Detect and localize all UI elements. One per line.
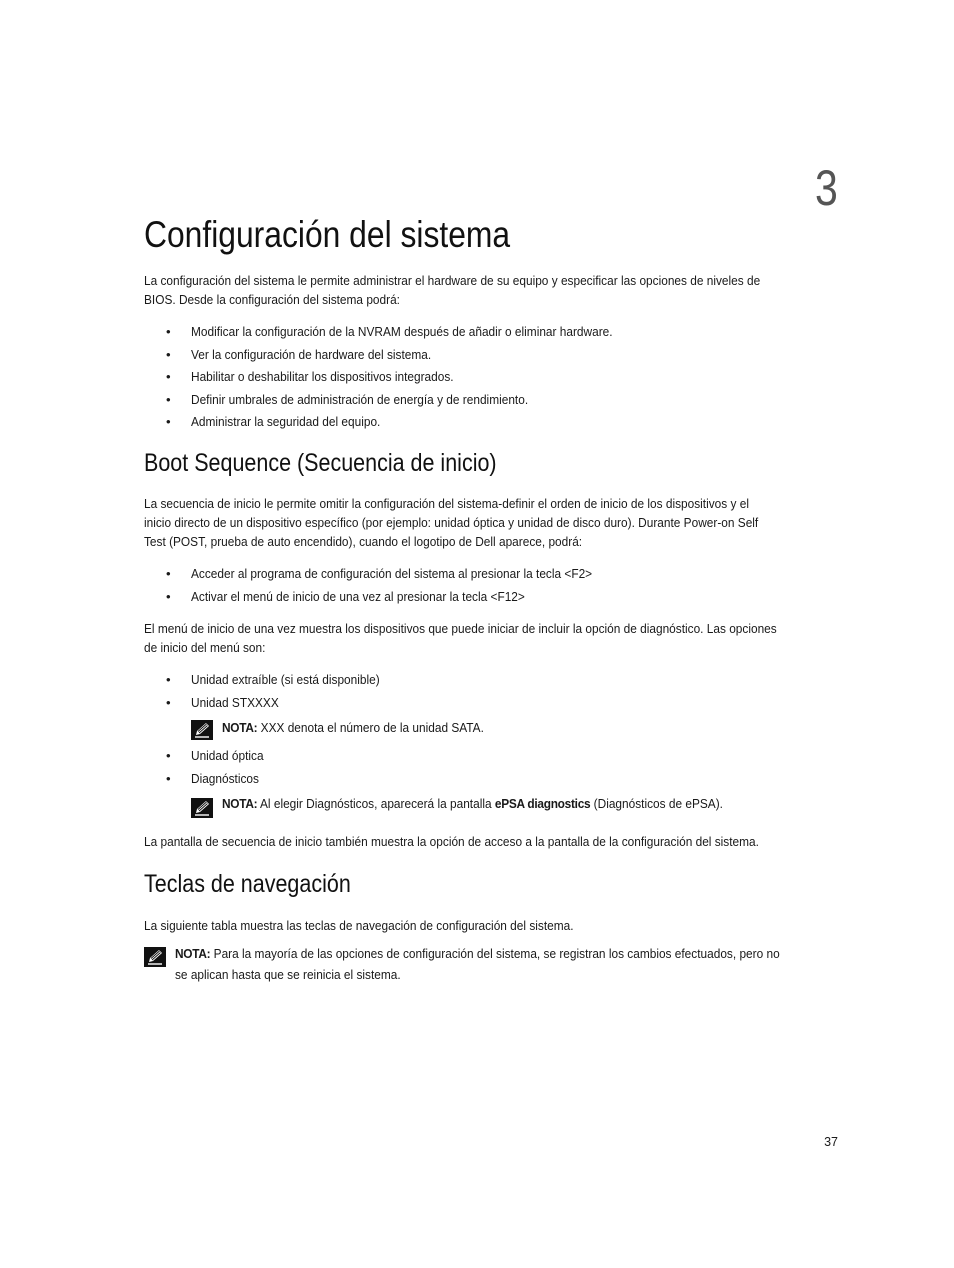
boot-sequence-line: Test (POST, prueba de auto encendido), cuando el logotipo de Dell aparece, podrá:	[144, 534, 583, 549]
list-item-text: Acceder al programa de configuración del sistema al presionar la tecla <F2>	[191, 566, 593, 581]
list-item-text: Ver la configuración de hardware del sistema.	[191, 347, 432, 362]
note-body: Al elegir Diagnósticos, aparecerá la pantalla	[257, 796, 495, 811]
boot-sequence-paragraph	[144, 494, 838, 551]
intro-paragraph	[144, 271, 838, 309]
page-number: 37	[824, 1135, 838, 1149]
boot-menu-paragraph	[144, 619, 838, 657]
note-emphasis: ePSA diagnostics	[494, 796, 591, 811]
list-item-text: Diagnósticos	[191, 771, 259, 786]
note-body: XXX denota el número de la unidad SATA.	[257, 720, 484, 735]
list-item-text: Modificar la configuración de la NVRAM después de añadir o eliminar hardware.	[191, 324, 613, 339]
boot-menu-line: de inicio del menú son:	[144, 640, 266, 655]
pencil-note-icon	[191, 720, 213, 740]
list-item-text: Habilitar o deshabilitar los dispositivos integrados.	[191, 369, 454, 384]
note-text	[175, 944, 780, 963]
note-text	[222, 794, 723, 813]
note-body: Para la mayoría de las opciones de configuración del sistema, se registran los cambios efectuados, pero no	[210, 946, 780, 961]
list-item-text: Activar el menú de inicio de una vez al presionar la tecla <F12>	[191, 589, 525, 604]
document-page: 3 Configuración del sistema La configuración del sistema le permite administrar el hardware de su equipo y especificar las opciones de niveles de BIOS. Desde la configuración del sistema podrá: • Modificar la configuración de la NVRAM después de añadir o eliminar hardware. • Ver la configuración de hardware del sistema. • Habilitar o deshabilitar los dispositivos integrados. • Definir umbrales de administración de energía y de rendimiento. • Administrar la seguridad del equipo. Boot Sequence (Secuencia de inicio) La secuencia de inicio le permite omitir la configuración del sistema-definir el orden de inicio de los dispositivos y el inicio directo de un dispositivo específico (por ejemplo: unidad óptica y unidad de disco duro). Durante Power-on Self Test (POST, prueba de auto encendido), cuando el logotipo de Dell aparece, podrá: • Acceder al programa de configuración del sistema al presionar la tecla <F2> • Activar el menú de inicio de una vez al presionar la tecla <F12> El menú de inicio de una vez muestra los dispositivos que puede iniciar de incluir la opción de diagnóstico. Las opciones de inicio del menú son: • Unidad extraíble (si está disponible) • Unidad STXXXX NOTA: XXX denota el número de la unidad SATA. • Unidad óptica • Diagnósticos NOTA: Al elegir Diagnósticos, aparecerá la pantalla ePSA diagnostics (Diagnósticos de ePSA). La pantalla de secuencia de inicio también muestra la opción de acceso a la pantalla de la configuración del sistema. Teclas de navegación La siguiente tabla muestra las teclas de navegación de configuración del sistema. NOTA: Para la mayoría de las opciones de configuración del sistema, se registran los cambios efectuados, pero no se aplican hasta que se reinicia el sistema. 37	[144, 160, 838, 1149]
boot-sequence-line: La secuencia de inicio le permite omitir la configuración del sistema-definir el orden de inicio de los dispositivos y el	[144, 496, 749, 511]
boot-menu-line: El menú de inicio de una vez muestra los dispositivos que puede iniciar de incluir la opción de diagnóstico. Las opciones	[144, 621, 777, 636]
note-text: se aplican hasta que se reinicia el sistema.	[175, 967, 401, 982]
list-item-text: Unidad extraíble (si está disponible)	[191, 672, 380, 687]
list-item-text: Administrar la seguridad del equipo.	[191, 414, 381, 429]
note-label: NOTA:	[175, 946, 211, 961]
boot-sequence-line: inicio directo de un dispositivo específico (por ejemplo: unidad óptica y unidad de disco duro). Durante Power-on Self	[144, 515, 759, 530]
chapter-title: Configuración del sistema	[144, 214, 511, 255]
chapter-number: 3	[815, 160, 838, 216]
section-title-navigation: Teclas de navegación	[144, 870, 351, 898]
intro-line: La configuración del sistema le permite administrar el hardware de su equipo y especificar las opciones de niveles de	[144, 273, 761, 288]
boot-closing-line: La pantalla de secuencia de inicio también muestra la opción de acceso a la pantalla de la configuración del sistema.	[144, 834, 759, 849]
navigation-intro-line: La siguiente tabla muestra las teclas de navegación de configuración del sistema.	[144, 918, 574, 933]
note-text	[222, 718, 484, 737]
note-label: NOTA:	[222, 796, 258, 811]
navigation-intro	[144, 916, 838, 935]
list-item-text: Definir umbrales de administración de energía y de rendimiento.	[191, 392, 529, 407]
boot-closing-paragraph	[144, 832, 838, 851]
intro-line: BIOS. Desde la configuración del sistema podrá:	[144, 292, 400, 307]
pencil-note-icon	[191, 798, 213, 818]
note-label: NOTA:	[222, 720, 258, 735]
list-item-text: Unidad STXXXX	[191, 695, 279, 710]
note-body: (Diagnósticos de ePSA).	[590, 796, 723, 811]
pencil-note-icon	[144, 947, 166, 967]
section-title-boot-sequence: Boot Sequence (Secuencia de inicio)	[144, 449, 497, 477]
list-item-text: Unidad óptica	[191, 748, 264, 763]
